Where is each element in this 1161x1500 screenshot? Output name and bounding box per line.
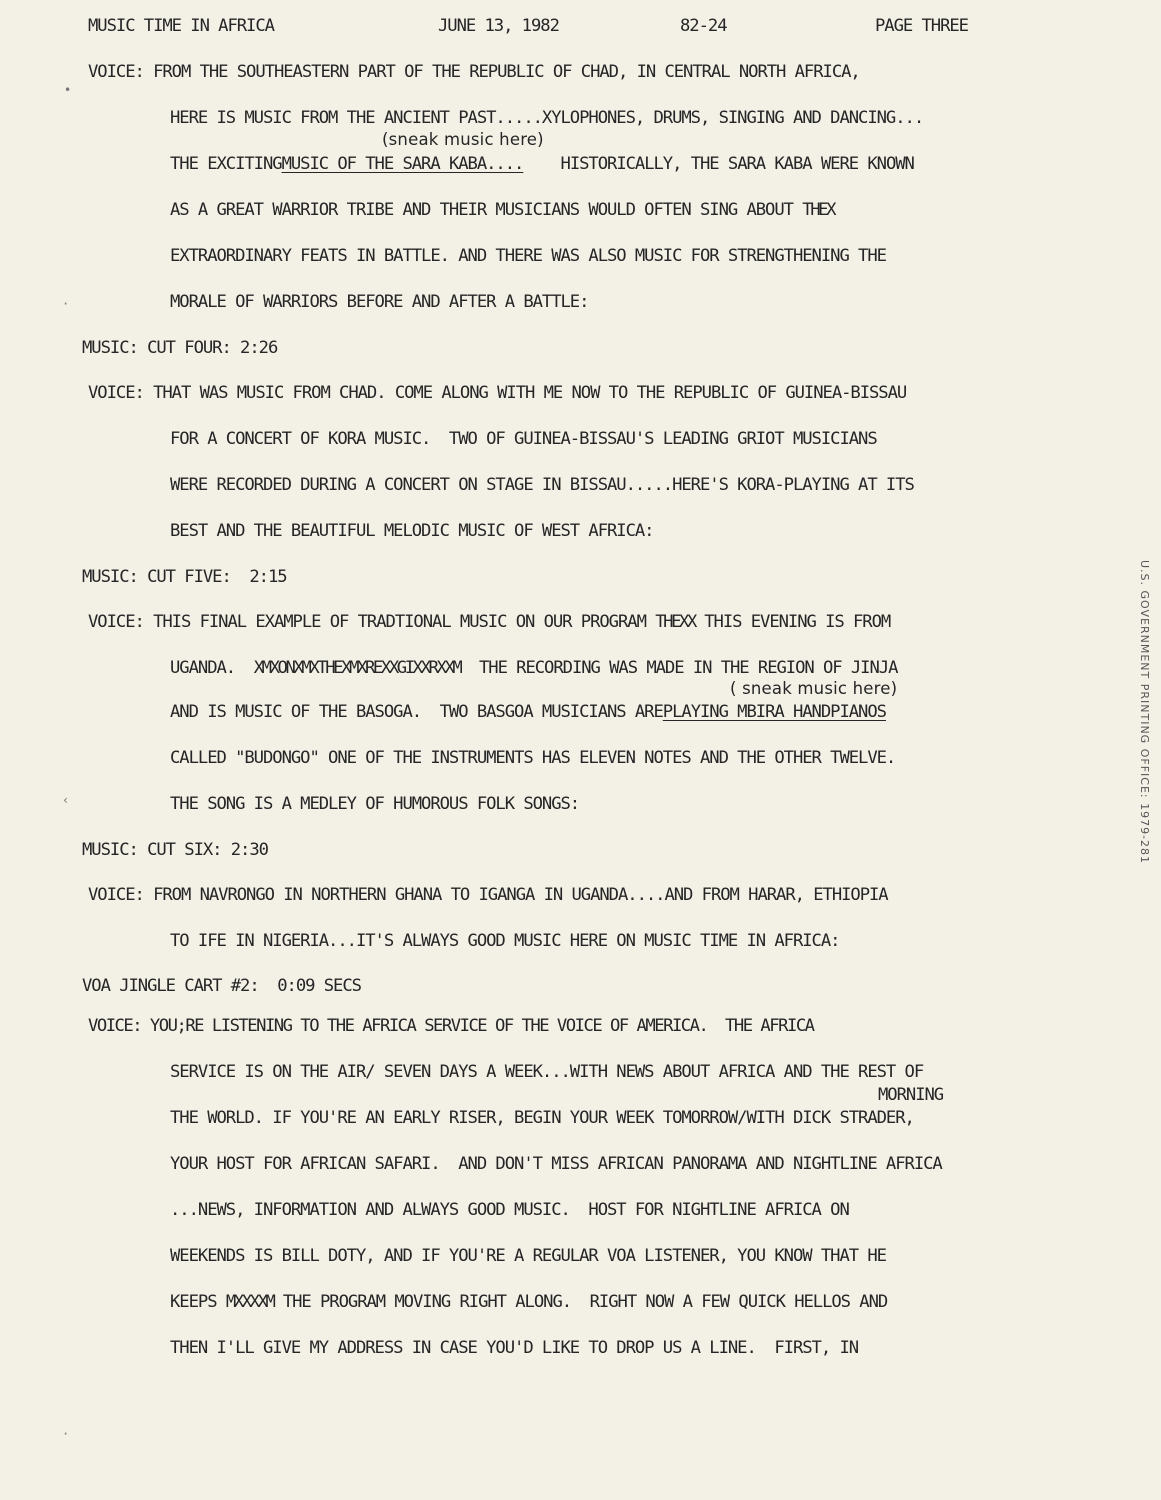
- script-line: THEN I'LL GIVE MY ADDRESS IN CASE YOU'D LIKE TO DROP US A LINE. FIRST, IN: [170, 1338, 859, 1358]
- script-line: UGANDA. XMXONXMXTHEXMXREXXGIXXRXXM THE RECORDING WAS MADE IN THE REGION OF JINJA: [170, 658, 898, 678]
- script-line: AND IS MUSIC OF THE BASOGA. TWO BASGOA MUSICIANS AREPLAYING MBIRA HANDPIANOS: [170, 702, 886, 722]
- margin-mark: ·: [62, 297, 70, 311]
- margin-mark: ·: [62, 1427, 70, 1441]
- script-line: FOR A CONCERT OF KORA MUSIC. TWO OF GUINEA-BISSAU'S LEADING GRIOT MUSICIANS: [170, 429, 877, 449]
- handwritten-insert: ( sneak music here): [730, 679, 898, 698]
- script-line: VOICE: THAT WAS MUSIC FROM CHAD. COME ALONG WITH ME NOW TO THE REPUBLIC OF GUINEA-BISSAU: [88, 383, 907, 403]
- script-line: SERVICE IS ON THE AIR/ SEVEN DAYS A WEEK...WITH NEWS ABOUT AFRICA AND THE REST OF: [170, 1062, 924, 1082]
- music-cue: MUSIC: CUT FIVE: 2:15: [82, 567, 287, 587]
- margin-mark: •: [64, 83, 72, 97]
- header-number: 82-24: [680, 16, 727, 36]
- script-line: THE WORLD. IF YOU'RE AN EARLY RISER, BEGIN YOUR WEEK TOMORROW/WITH DICK STRADER,: [170, 1108, 914, 1128]
- script-line: VOICE: FROM THE SOUTHEASTERN PART OF THE REPUBLIC OF CHAD, IN CENTRAL NORTH AFRICA,: [88, 62, 860, 82]
- script-line: YOUR HOST FOR AFRICAN SAFARI. AND DON'T MISS AFRICAN PANORAMA AND NIGHTLINE AFRICA: [170, 1154, 942, 1174]
- header-page: PAGE THREE: [875, 16, 968, 36]
- script-line: CALLED "BUDONGO" ONE OF THE INSTRUMENTS HAS ELEVEN NOTES AND THE OTHER TWELVE.: [170, 748, 896, 768]
- script-line: MORALE OF WARRIORS BEFORE AND AFTER A BATTLE:: [170, 292, 589, 312]
- script-line: ...NEWS, INFORMATION AND ALWAYS GOOD MUSIC. HOST FOR NIGHTLINE AFRICA ON: [170, 1200, 849, 1220]
- script-line: EXTRAORDINARY FEATS IN BATTLE. AND THERE WAS ALSO MUSIC FOR STRENGTHENING THE: [170, 246, 886, 266]
- struck-text: THEXX: [655, 612, 695, 632]
- underlined-text: PLAYING MBIRA HANDPIANOS: [662, 702, 886, 722]
- script-line: VOICE: FROM NAVRONGO IN NORTHERN GHANA TO IGANGA IN UGANDA....AND FROM HARAR, ETHIOPIA: [88, 885, 888, 905]
- printing-office-edge-text: U.S. GOVERNMENT PRINTING OFFICE: 1979-281: [1138, 560, 1151, 865]
- struck-text: XMXONXMXTHEXMXREXXGIXXRXXM: [253, 658, 461, 678]
- handwritten-insert: (sneak music here): [382, 130, 544, 149]
- struck-text: THEX: [802, 200, 835, 220]
- script-line: THE EXCITINGMUSIC OF THE SARA KABA.... HISTORICALLY, THE SARA KABA WERE KNOWN: [170, 154, 914, 174]
- jingle-cue: VOA JINGLE CART #2: 0:09 SECS: [82, 976, 361, 996]
- struck-text: MXXXXM: [225, 1292, 274, 1312]
- script-line: KEEPS MXXXXM THE PROGRAM MOVING RIGHT ALONG. RIGHT NOW A FEW QUICK HELLOS AND: [170, 1292, 888, 1312]
- margin-mark: ‹: [62, 793, 70, 807]
- script-line: WERE RECORDED DURING A CONCERT ON STAGE IN BISSAU.....HERE'S KORA-PLAYING AT ITS: [170, 475, 914, 495]
- script-line: TO IFE IN NIGERIA...IT'S ALWAYS GOOD MUSIC HERE ON MUSIC TIME IN AFRICA:: [170, 931, 840, 951]
- music-cue: MUSIC: CUT FOUR: 2:26: [82, 338, 278, 358]
- script-line: HERE IS MUSIC FROM THE ANCIENT PAST.....XYLOPHONES, DRUMS, SINGING AND DANCING...: [170, 108, 924, 128]
- music-cue: MUSIC: CUT SIX: 2:30: [82, 840, 268, 860]
- script-line: WEEKENDS IS BILL DOTY, AND IF YOU'RE A REGULAR VOA LISTENER, YOU KNOW THAT HE: [170, 1246, 886, 1266]
- script-line: THE SONG IS A MEDLEY OF HUMOROUS FOLK SONGS:: [170, 794, 580, 814]
- script-line: VOICE: THIS FINAL EXAMPLE OF TRADTIONAL MUSIC ON OUR PROGRAM THEXX THIS EVENING IS FROM: [88, 612, 891, 632]
- script-line: AS A GREAT WARRIOR TRIBE AND THEIR MUSICIANS WOULD OFTEN SING ABOUT THEX: [170, 200, 835, 220]
- header-program: MUSIC TIME IN AFRICA: [88, 16, 274, 36]
- script-line: BEST AND THE BEAUTIFUL MELODIC MUSIC OF WEST AFRICA:: [170, 521, 654, 541]
- underlined-text: MUSIC OF THE SARA KABA....: [281, 154, 524, 174]
- script-line-cut-off: VOICE: YOU;RE LISTENING TO THE AFRICA SERVICE OF THE VOICE OF AMERICA. THE AFRICA: [88, 1016, 814, 1036]
- header-date: JUNE 13, 1982: [438, 16, 559, 36]
- typed-insert: MORNING: [878, 1085, 944, 1105]
